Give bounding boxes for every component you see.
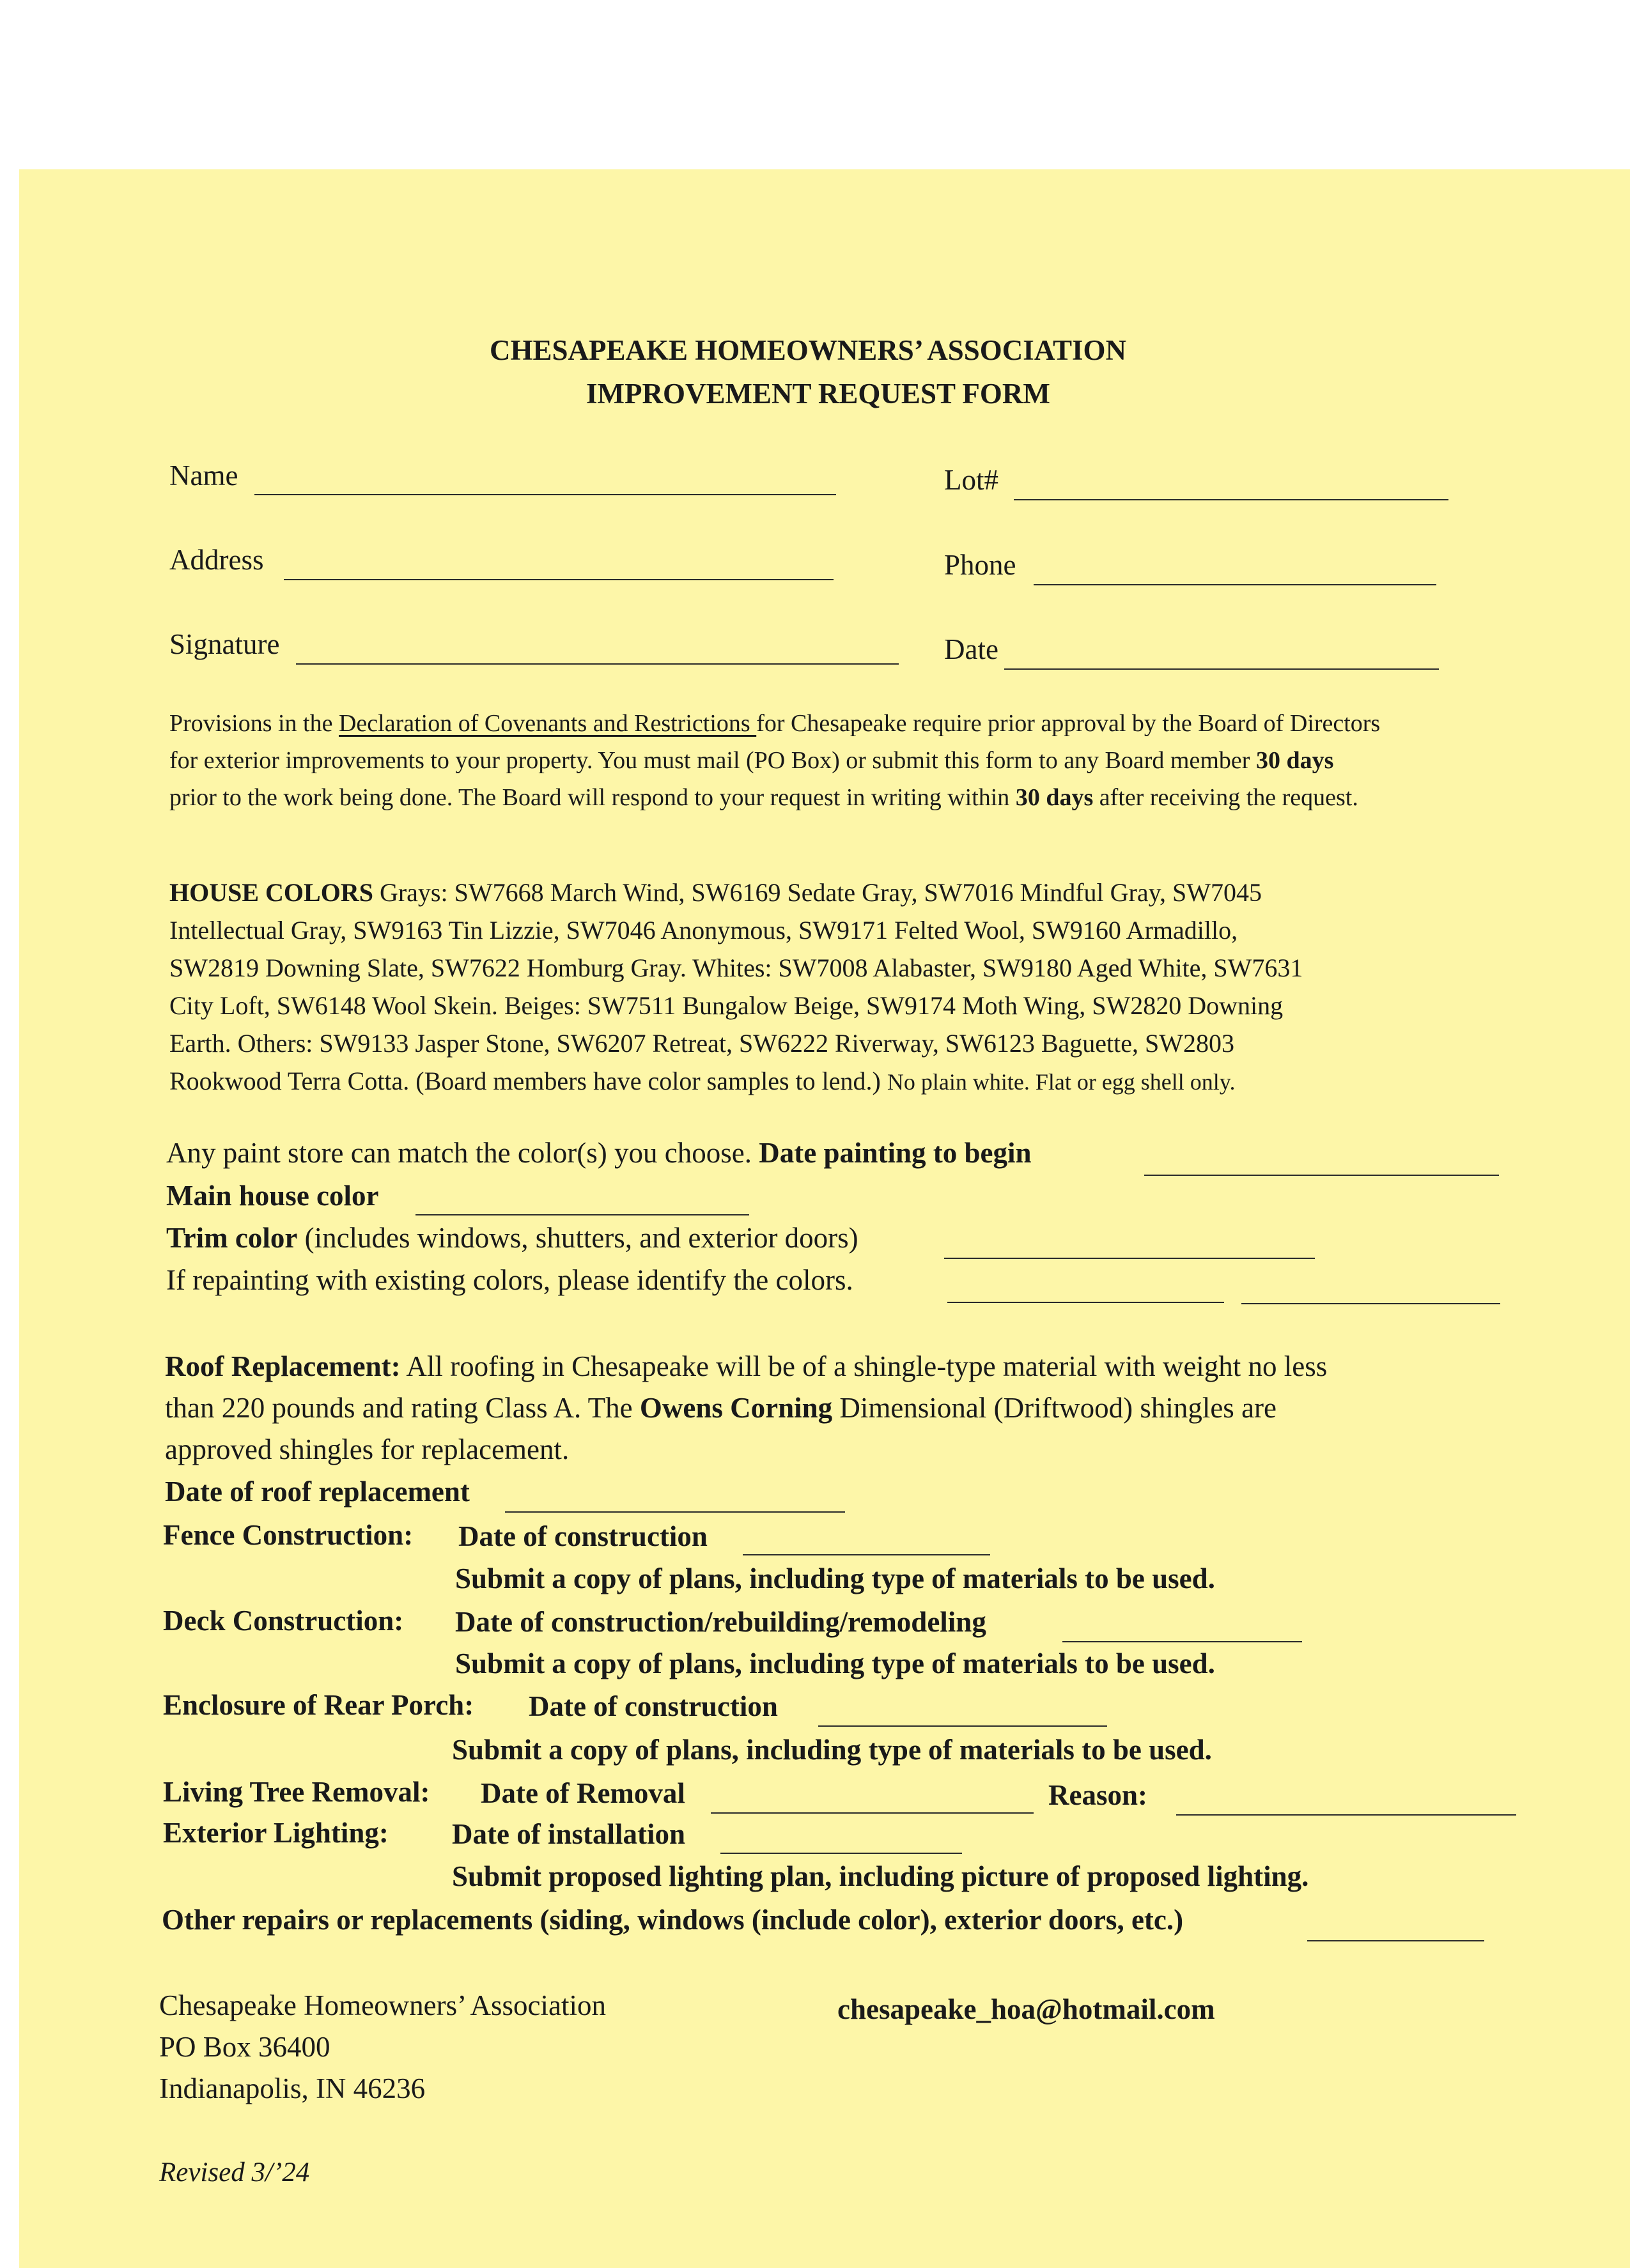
roof-text: than 220 pounds and rating Class A. The bbox=[165, 1392, 640, 1424]
signature-label: Signature bbox=[169, 628, 280, 660]
tree-date-field[interactable] bbox=[711, 1812, 1034, 1814]
form-title-line2: IMPROVEMENT REQUEST FORM bbox=[586, 378, 1050, 410]
roof-line1 bbox=[165, 1350, 1327, 1383]
house-colors-text: Rookwood Terra Cotta. (Board members have color samples to lend.) bbox=[169, 1067, 887, 1095]
provisions-text: Provisions in the bbox=[169, 710, 339, 737]
lot-field[interactable] bbox=[1014, 499, 1448, 500]
tree-reason-field[interactable] bbox=[1176, 1814, 1516, 1816]
lot-label: Lot# bbox=[944, 464, 998, 496]
provisions-text: for exterior improvements to your property. You must mail (PO Box) or submit this form to any Board member bbox=[169, 747, 1256, 774]
existing-color-field-1[interactable] bbox=[947, 1302, 1224, 1303]
provisions-text: after receiving the request. bbox=[1093, 784, 1358, 811]
other-repairs-label: Other repairs or replacements (siding, windows (include color), exterior doors, etc.) bbox=[162, 1904, 1184, 1936]
lighting-plan-note: Submit proposed lighting plan, including picture of proposed lighting. bbox=[452, 1860, 1309, 1892]
address-field[interactable] bbox=[284, 579, 834, 580]
house-colors-heading: HOUSE COLORS bbox=[169, 878, 373, 907]
date-painting-field[interactable] bbox=[1144, 1175, 1499, 1176]
fence-label: Fence Construction: bbox=[163, 1519, 414, 1551]
footer-email: chesapeake_hoa@hotmail.com bbox=[837, 1993, 1215, 2025]
house-colors-line6 bbox=[169, 1063, 1235, 1100]
house-colors-text: Grays: SW7668 March Wind, SW6169 Sedate Gray, SW7016 Mindful Gray, SW7045 bbox=[379, 878, 1262, 907]
repaint-label: If repainting with existing colors, please identify the colors. bbox=[166, 1264, 853, 1296]
date-field[interactable] bbox=[1004, 668, 1439, 670]
paint-line1 bbox=[166, 1136, 1032, 1169]
roof-text: Dimensional (Driftwood) shingles are bbox=[832, 1392, 1277, 1424]
signature-field[interactable] bbox=[296, 663, 899, 665]
name-field[interactable] bbox=[254, 494, 836, 495]
tree-label: Living Tree Removal: bbox=[163, 1776, 430, 1808]
provisions-text: prior to the work being done. The Board will respond to your request in writing within bbox=[169, 784, 1016, 811]
deck-date-field[interactable] bbox=[1062, 1641, 1302, 1642]
provisions-line2 bbox=[169, 742, 1333, 779]
porch-date-field[interactable] bbox=[818, 1725, 1107, 1727]
provisions-line1 bbox=[169, 705, 1380, 742]
declaration-link: Declaration of Covenants and Restrictions bbox=[338, 710, 757, 737]
existing-color-field-2[interactable] bbox=[1241, 1303, 1500, 1304]
provisions-line3 bbox=[169, 779, 1358, 816]
fence-date-label: Date of construction bbox=[458, 1520, 708, 1552]
porch-label: Enclosure of Rear Porch: bbox=[163, 1689, 474, 1721]
house-colors-line1 bbox=[169, 874, 1262, 911]
main-color-field[interactable] bbox=[415, 1214, 749, 1215]
house-colors-line4: City Loft, SW6148 Wool Skein. Beiges: SW7511 Bungalow Beige, SW9174 Moth Wing, SW2820 Downing bbox=[169, 991, 1284, 1020]
tree-reason-label: Reason: bbox=[1048, 1779, 1147, 1811]
phone-field[interactable] bbox=[1034, 584, 1436, 585]
date-painting-label: Date painting to begin bbox=[759, 1137, 1032, 1169]
roof-heading: Roof Replacement: bbox=[165, 1350, 401, 1382]
roof-line2 bbox=[165, 1391, 1277, 1424]
roof-line3: approved shingles for replacement. bbox=[165, 1433, 570, 1465]
lighting-date-label: Date of installation bbox=[452, 1818, 685, 1850]
address-label: Address bbox=[169, 544, 264, 576]
footer-city: Indianapolis, IN 46236 bbox=[159, 2072, 426, 2104]
tree-date-label: Date of Removal bbox=[481, 1777, 685, 1809]
house-colors-restriction: No plain white. Flat or egg shell only. bbox=[887, 1069, 1236, 1095]
provisions-text: for Chesapeake require prior approval by the Board of Directors bbox=[756, 710, 1381, 737]
deck-label: Deck Construction: bbox=[163, 1605, 404, 1637]
provisions-days: 30 days bbox=[1015, 784, 1094, 811]
phone-label: Phone bbox=[944, 549, 1016, 581]
lighting-label: Exterior Lighting: bbox=[163, 1817, 389, 1849]
main-color-label: Main house color bbox=[166, 1180, 379, 1212]
revised-date: Revised 3/’24 bbox=[159, 2157, 310, 2187]
roof-text: All roofing in Chesapeake will be of a shingle-type material with weight no less bbox=[400, 1350, 1328, 1382]
deck-date-label: Date of construction/rebuilding/remodeling bbox=[455, 1606, 986, 1638]
date-label: Date bbox=[944, 633, 998, 665]
trim-color-label: Trim color bbox=[166, 1222, 298, 1254]
form-title-line1: CHESAPEAKE HOMEOWNERS’ ASSOCIATION bbox=[490, 334, 1126, 366]
trim-color-note: (includes windows, shutters, and exterior doors) bbox=[297, 1222, 858, 1254]
roof-date-label: Date of roof replacement bbox=[165, 1476, 470, 1508]
fence-date-field[interactable] bbox=[743, 1554, 990, 1555]
roof-date-field[interactable] bbox=[505, 1511, 845, 1513]
other-repairs-field[interactable] bbox=[1307, 1940, 1484, 1941]
trim-color-line bbox=[166, 1221, 858, 1254]
footer-org: Chesapeake Homeowners’ Association bbox=[159, 1989, 606, 2021]
porch-date-label: Date of construction bbox=[529, 1690, 778, 1722]
owens-corning: Owens Corning bbox=[639, 1392, 833, 1424]
provisions-days: 30 days bbox=[1255, 747, 1334, 774]
porch-plans-note: Submit a copy of plans, including type of materials to be used. bbox=[452, 1734, 1212, 1766]
house-colors-line3: SW2819 Downing Slate, SW7622 Homburg Gray. Whites: SW7008 Alabaster, SW9180 Aged White, SW7631 bbox=[169, 953, 1303, 982]
name-label: Name bbox=[169, 459, 238, 491]
lighting-date-field[interactable] bbox=[720, 1853, 962, 1854]
form-page bbox=[19, 169, 1630, 2268]
house-colors-line5: Earth. Others: SW9133 Jasper Stone, SW6207 Retreat, SW6222 Riverway, SW6123 Baguette, SW2803 bbox=[169, 1029, 1235, 1058]
house-colors-line2: Intellectual Gray, SW9163 Tin Lizzie, SW7046 Anonymous, SW9171 Felted Wool, SW9160 Armadillo, bbox=[169, 916, 1238, 945]
trim-color-field[interactable] bbox=[944, 1258, 1315, 1259]
fence-plans-note: Submit a copy of plans, including type of materials to be used. bbox=[455, 1562, 1215, 1594]
deck-plans-note: Submit a copy of plans, including type of materials to be used. bbox=[455, 1647, 1215, 1679]
paint-text: Any paint store can match the color(s) you choose. bbox=[166, 1137, 759, 1169]
footer-po-box: PO Box 36400 bbox=[159, 2031, 330, 2063]
